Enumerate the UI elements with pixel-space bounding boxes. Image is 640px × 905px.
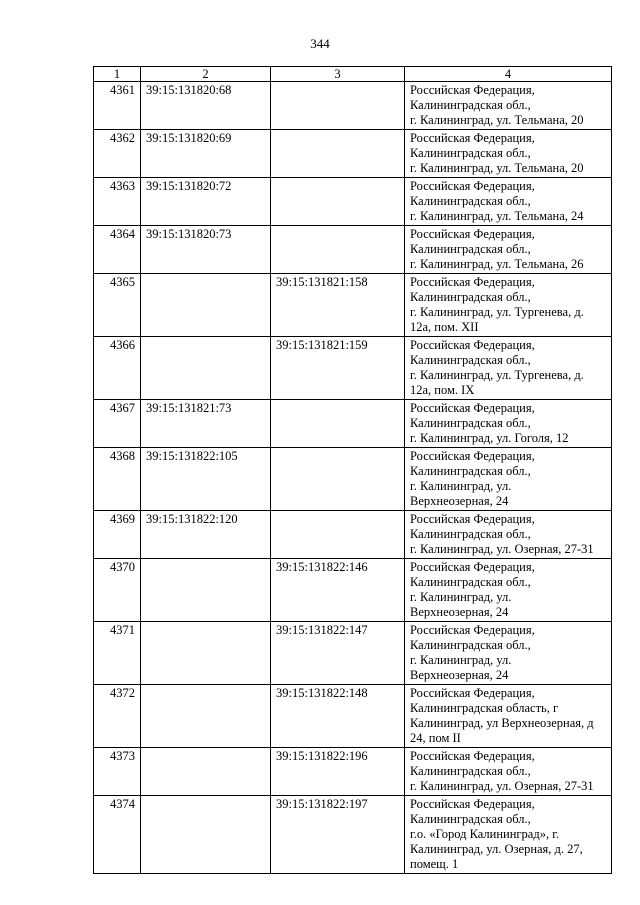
- address-cell: [405, 178, 612, 226]
- address-line: г. Калининград, ул. Тельмана, 20: [410, 161, 584, 175]
- table-row: [94, 130, 612, 178]
- row-number-cell: 4362: [94, 130, 141, 178]
- address-line: Калининградская обл.,: [410, 464, 531, 478]
- address-line: г. Калининград, ул. Тургенева, д.: [410, 305, 584, 319]
- row-number-cell: 4365: [94, 274, 141, 337]
- page-number: 344: [310, 36, 330, 51]
- table-row: [94, 274, 612, 337]
- table-body: [94, 82, 612, 874]
- row-number-cell: 4364: [94, 226, 141, 274]
- address-line: Калининградская обл.,: [410, 638, 531, 652]
- premises-number-cell: [271, 448, 405, 511]
- address-line: Российская Федерация,: [410, 275, 535, 289]
- cadastral-number-cell: [141, 685, 271, 748]
- address-line: Калининградская обл.,: [410, 290, 531, 304]
- address-line: Российская Федерация,: [410, 227, 535, 241]
- cadastral-number-cell: [141, 337, 271, 400]
- address-cell: [405, 559, 612, 622]
- row-number-cell: 4363: [94, 178, 141, 226]
- row-number-cell: 4373: [94, 748, 141, 796]
- address-cell: [405, 685, 612, 748]
- address-line: Калининградская обл.,: [410, 764, 531, 778]
- row-number-cell: 4361: [94, 82, 141, 130]
- table-row: [94, 685, 612, 748]
- premises-number-cell: 39:15:131821:159: [271, 337, 405, 400]
- row-number-cell: 4368: [94, 448, 141, 511]
- table-row: [94, 796, 612, 874]
- address-line: г. Калининград, ул.: [410, 479, 512, 493]
- premises-number-cell: 39:15:131822:196: [271, 748, 405, 796]
- address-cell: [405, 796, 612, 874]
- address-line: г. Калининград, ул. Тельмана, 26: [410, 257, 584, 271]
- address-line: Верхнеозерная, 24: [410, 494, 509, 508]
- address-cell: [405, 448, 612, 511]
- cadastral-number-cell: 39:15:131822:120: [141, 511, 271, 559]
- row-number-cell: 4372: [94, 685, 141, 748]
- address-line: г. Калининград, ул.: [410, 590, 512, 604]
- column-header-4: 4: [405, 67, 612, 82]
- table-row: [94, 448, 612, 511]
- table-header-row: [94, 67, 612, 82]
- address-line: Российская Федерация,: [410, 131, 535, 145]
- table-row: [94, 82, 612, 130]
- table-row: [94, 622, 612, 685]
- address-line: Калининградская обл.,: [410, 242, 531, 256]
- address-line: г. Калининград, ул. Тургенева, д.: [410, 368, 584, 382]
- address-line: Верхнеозерная, 24: [410, 605, 509, 619]
- cadastral-number-cell: [141, 274, 271, 337]
- cadastral-number-cell: 39:15:131820:72: [141, 178, 271, 226]
- address-line: Российская Федерация,: [410, 449, 535, 463]
- address-line: Российская Федерация,: [410, 797, 535, 811]
- cadastral-number-cell: [141, 796, 271, 874]
- row-number-cell: 4371: [94, 622, 141, 685]
- address-line: Калининград, ул Верхнеозерная, д: [410, 716, 594, 730]
- address-cell: [405, 748, 612, 796]
- column-header-1: 1: [94, 67, 141, 82]
- premises-number-cell: 39:15:131822:148: [271, 685, 405, 748]
- cadastral-number-cell: 39:15:131822:105: [141, 448, 271, 511]
- address-line: Верхнеозерная, 24: [410, 668, 509, 682]
- address-line: Российская Федерация,: [410, 179, 535, 193]
- premises-number-cell: 39:15:131822:146: [271, 559, 405, 622]
- premises-number-cell: 39:15:131822:197: [271, 796, 405, 874]
- address-line: г. Калининград, ул. Гоголя, 12: [410, 431, 569, 445]
- address-cell: [405, 400, 612, 448]
- address-line: Российская Федерация,: [410, 749, 535, 763]
- address-cell: [405, 274, 612, 337]
- address-line: помещ. 1: [410, 857, 459, 871]
- address-line: Калининградская обл.,: [410, 527, 531, 541]
- address-line: г. Калининград, ул.: [410, 653, 512, 667]
- address-line: 12а, пом. XII: [410, 320, 479, 334]
- premises-number-cell: [271, 400, 405, 448]
- address-line: 12а, пом. IX: [410, 383, 475, 397]
- premises-number-cell: [271, 226, 405, 274]
- cadastral-number-cell: 39:15:131820:73: [141, 226, 271, 274]
- address-line: Калининград, ул. Озерная, д. 27,: [410, 842, 583, 856]
- cadastral-number-cell: 39:15:131821:73: [141, 400, 271, 448]
- address-cell: [405, 226, 612, 274]
- table-row: [94, 559, 612, 622]
- address-line: Российская Федерация,: [410, 623, 535, 637]
- premises-number-cell: [271, 511, 405, 559]
- address-line: Российская Федерация,: [410, 512, 535, 526]
- cadastral-number-cell: 39:15:131820:69: [141, 130, 271, 178]
- address-line: Калининградская обл.,: [410, 194, 531, 208]
- address-line: Калининградская обл.,: [410, 416, 531, 430]
- premises-number-cell: 39:15:131821:158: [271, 274, 405, 337]
- row-number-cell: 4367: [94, 400, 141, 448]
- address-line: г. Калининград, ул. Тельмана, 20: [410, 113, 584, 127]
- premises-number-cell: 39:15:131822:147: [271, 622, 405, 685]
- row-number-cell: 4366: [94, 337, 141, 400]
- address-line: Российская Федерация,: [410, 686, 535, 700]
- column-header-2: 2: [141, 67, 271, 82]
- address-cell: [405, 130, 612, 178]
- address-cell: [405, 82, 612, 130]
- column-header-3: 3: [271, 67, 405, 82]
- address-line: Калининградская обл.,: [410, 812, 531, 826]
- table-row: [94, 226, 612, 274]
- table-row: [94, 178, 612, 226]
- address-line: Калининградская обл.,: [410, 353, 531, 367]
- address-line: Калининградская обл.,: [410, 98, 531, 112]
- address-line: Российская Федерация,: [410, 560, 535, 574]
- address-cell: [405, 511, 612, 559]
- premises-number-cell: [271, 82, 405, 130]
- table-row: [94, 748, 612, 796]
- address-line: Российская Федерация,: [410, 83, 535, 97]
- address-line: Калининградская область, г: [410, 701, 559, 715]
- cadastral-number-cell: [141, 622, 271, 685]
- premises-number-cell: [271, 130, 405, 178]
- cadastral-number-cell: 39:15:131820:68: [141, 82, 271, 130]
- address-line: 24, пом II: [410, 731, 461, 745]
- row-number-cell: 4374: [94, 796, 141, 874]
- registry-table: [93, 66, 612, 874]
- premises-number-cell: [271, 178, 405, 226]
- address-cell: [405, 622, 612, 685]
- address-line: г. Калининград, ул. Тельмана, 24: [410, 209, 584, 223]
- address-line: г.о. «Город Калининград», г.: [410, 827, 560, 841]
- cadastral-number-cell: [141, 559, 271, 622]
- cadastral-number-cell: [141, 748, 271, 796]
- row-number-cell: 4370: [94, 559, 141, 622]
- table-row: [94, 337, 612, 400]
- address-cell: [405, 337, 612, 400]
- address-line: Калининградская обл.,: [410, 146, 531, 160]
- address-line: г. Калининград, ул. Озерная, 27-31: [410, 542, 594, 556]
- address-line: Российская Федерация,: [410, 401, 535, 415]
- address-line: Российская Федерация,: [410, 338, 535, 352]
- address-line: Калининградская обл.,: [410, 575, 531, 589]
- address-line: г. Калининград, ул. Озерная, 27-31: [410, 779, 594, 793]
- row-number-cell: 4369: [94, 511, 141, 559]
- table-row: [94, 511, 612, 559]
- table-row: [94, 400, 612, 448]
